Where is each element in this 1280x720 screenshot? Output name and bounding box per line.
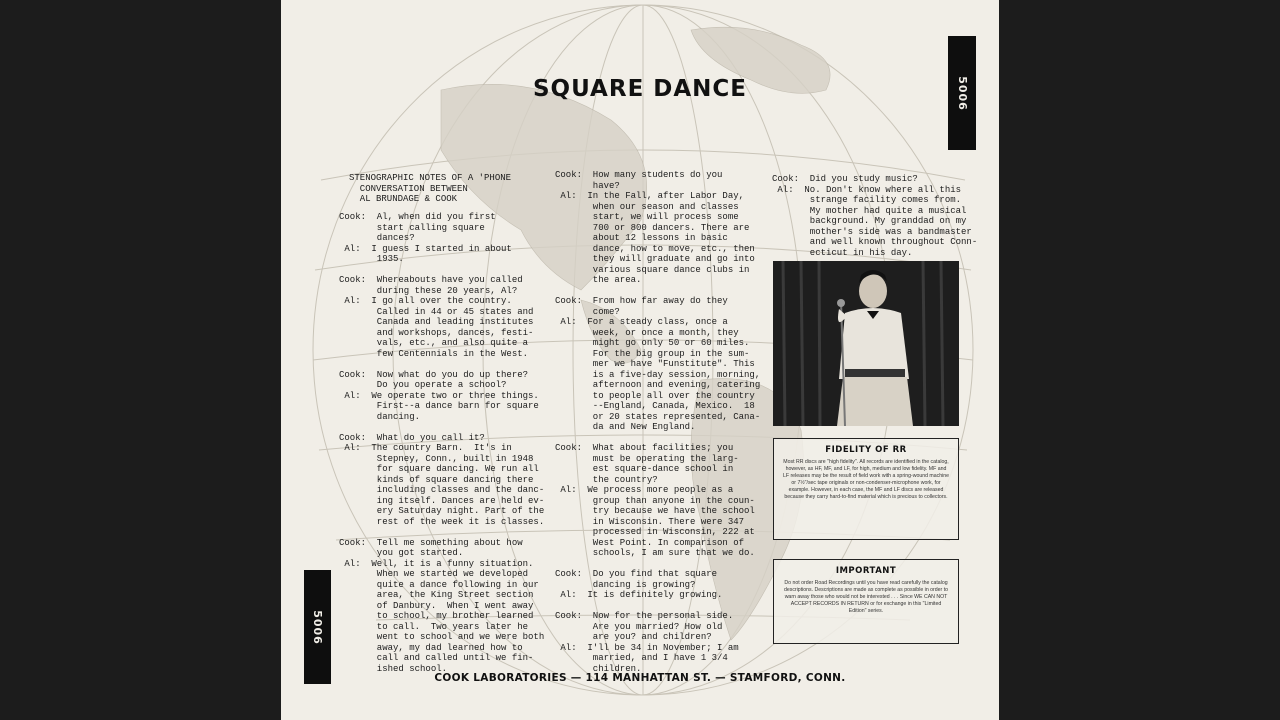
conversation-column-1: Cook: Al, when did you first start calling square dances? Al: I guess I started in about 1935. Cook: Whereabouts have you called during these 20 years, Al? Al: I go all over the country. Called in 44 or 45 states and Canada and leading institutes and workshops, dances, festi- vals, etc., and also quite a few Centennials in the West. Cook: Now what do you do up there? Do you operate a school? Al: We operate two or three things. First--a dance barn for square dancing. Cook: What do you call it? Al: The country Barn. It's in Stepney, Conn., built in 1948 for square dancing. We run all kinds of square dancing there including classes and the danc- ing itself. Dances are held ev- ery Saturday night. Part of the rest of the week it is classes. Cook: Tell me something about how you got started. Al: Well, it is a funny situation. When we started we developed quite a dance following in our area, the King Street section of Danbury. When I went away to school, my brother learned to call. Two years later he went to school and we were both away, my dad learned how to call and called until we fin- ished school. [339, 212, 545, 674]
publisher-footer: COOK LABORATORIES — 114 MANHATTAN ST. — STAMFORD, CONN. [434, 672, 846, 684]
fidelity-box [773, 438, 959, 540]
fidelity-text: Most RR discs are "high fidelity". All records are identified in the catalog, however, as HF, MF, and LF, for high, medium and low fidelity. MF and LF releases may be the result of field work with a spring-wound machine or 7½"/sec tape originals or non-condenser-microphone work, for example. However, in each case, the MF and LF discs are released because they carry hard-to-find material which is precious to collectors. [782, 459, 950, 500]
important-box [773, 559, 959, 644]
catalog-number-bottom: 5006 [311, 609, 324, 645]
conversation-column-3: Cook: Did you study music? Al: No. Don't know where all this strange facility comes from. My mother had quite a musical background. My granddad on my mother's side was a bandmaster and well known throughout Conn- ecticut in his day. [772, 174, 978, 258]
important-title: IMPORTANT [835, 566, 897, 576]
left-letterbox [0, 0, 281, 720]
conversation-column-2: Cook: How many students do you have? Al: In the Fall, after Labor Day, when our season and classes start, we will process some 700 or 800 dancers. There are about 12 lessons in basic dance, how to move, etc., then they will graduate and go into various square dance clubs in the area. Cook: From how far away do they come? Al: For a steady class, once a week, or once a month, they might go only 50 or 60 miles. For the big group in the sum- mer we have "Funstitute". This is a five-day session, morning, afternoon and evening, catering to people all over the country --England, Canada, Mexico. 18 or 20 states represented, Cana- da and New England. Cook: What about facilities; you must be operating the larg- est square-dance school in the country? Al: We process more people as a group than anyone in the coun- try because we have the school in Wisconsin. There were 347 processed in Wisconsin, 222 at West Point. In comparison of schools, I am sure that we do. Cook: Do you find that square dancing is growing? Al: It is definitely growing. Cook: Now for the personal side. Are you married? How old are you? and children? Al: I'll be 34 in November; I am married, and I have 1 3/4 children. [555, 170, 761, 674]
catalog-number-top: 5006 [955, 75, 969, 111]
conversation-heading: STENOGRAPHIC NOTES OF A 'PHONE CONVERSATION BETWEEN AL BRUNDAGE & COOK [349, 173, 512, 204]
important-text: Do not order Road Recordings until you have read carefully the catalog descriptions. Descriptions are made as complete as possible in order to warn away those who would not be interested . . . Since WE CAN NOT ACCEPT RECORDS IN RETURN or for exchange in this "Limited Edition" series. [783, 580, 949, 614]
album-liner-page [281, 0, 999, 720]
catalog-number-tab-bottom [304, 570, 331, 684]
fidelity-title: FIDELITY OF RR [825, 445, 907, 455]
page-title: SQUARE DANCE [532, 76, 748, 102]
right-letterbox [999, 0, 1280, 720]
caller-photo [773, 261, 959, 426]
catalog-number-tab-top [948, 36, 976, 150]
